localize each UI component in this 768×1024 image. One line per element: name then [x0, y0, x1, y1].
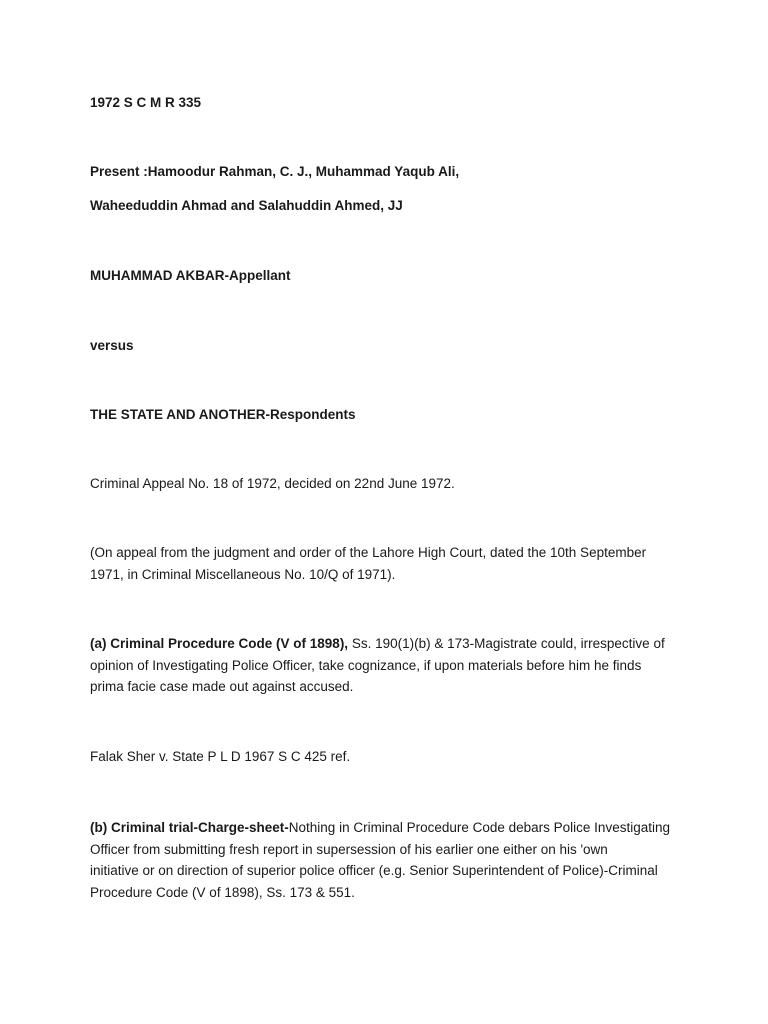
- headnote-a-heading: (a) Criminal Procedure Code (V of 1898),: [90, 636, 349, 651]
- headnote-b-line-1-rest: Nothing in Criminal Procedure Code debars Police Investigating: [288, 820, 670, 835]
- respondents: THE STATE AND ANOTHER-Respondents: [90, 407, 356, 422]
- versus-label: versus: [90, 338, 134, 353]
- headnote-b-line-2: Officer from submitting fresh report in supersession of his earlier one either on his 'own: [90, 841, 608, 857]
- headnote-b-line-4: Procedure Code (V of 1898), Ss. 173 & 551.: [90, 885, 355, 901]
- headnote-a: [90, 633, 690, 698]
- appeal-from-paragraph: [90, 542, 690, 585]
- headnote-b-line-1: [90, 817, 690, 839]
- case-info: Criminal Appeal No. 18 of 1972, decided on 22nd June 1972.: [90, 476, 455, 491]
- appeal-from-line-1: (On appeal from the judgment and order of the Lahore High Court, dated the 10th September: [90, 545, 647, 560]
- citation: 1972 S C M R 335: [90, 95, 202, 110]
- headnote-a-line-1: [90, 633, 690, 655]
- appeal-from-line-2: 1971, in Criminal Miscellaneous No. 10/Q of 1971).: [90, 566, 396, 582]
- bench-line-2: Waheeduddin Ahmad and Salahuddin Ahmed, JJ: [90, 198, 403, 213]
- headnote-a-line-2: opinion of Investigating Police Officer, take cognizance, if upon materials before him he finds: [90, 657, 642, 673]
- bench-line-1: Present :Hamoodur Rahman, C. J., Muhammad Yaqub Ali,: [90, 164, 460, 179]
- headnote-b: [90, 817, 690, 904]
- reference: Falak Sher v. State P L D 1967 S C 425 ref.: [90, 749, 351, 764]
- headnote-a-line-3: prima facie case made out against accused.: [90, 679, 354, 695]
- headnote-a-line-1-rest: Ss. 190(1)(b) & 173-Magistrate could, irrespective of: [348, 636, 665, 651]
- appellant: MUHAMMAD AKBAR-Appellant: [90, 268, 291, 283]
- headnote-b-line-3: initiative or on direction of superior police officer (e.g. Senior Superintendent of Police)-Criminal: [90, 863, 658, 879]
- headnote-b-heading: (b) Criminal trial-Charge-sheet-: [90, 820, 289, 835]
